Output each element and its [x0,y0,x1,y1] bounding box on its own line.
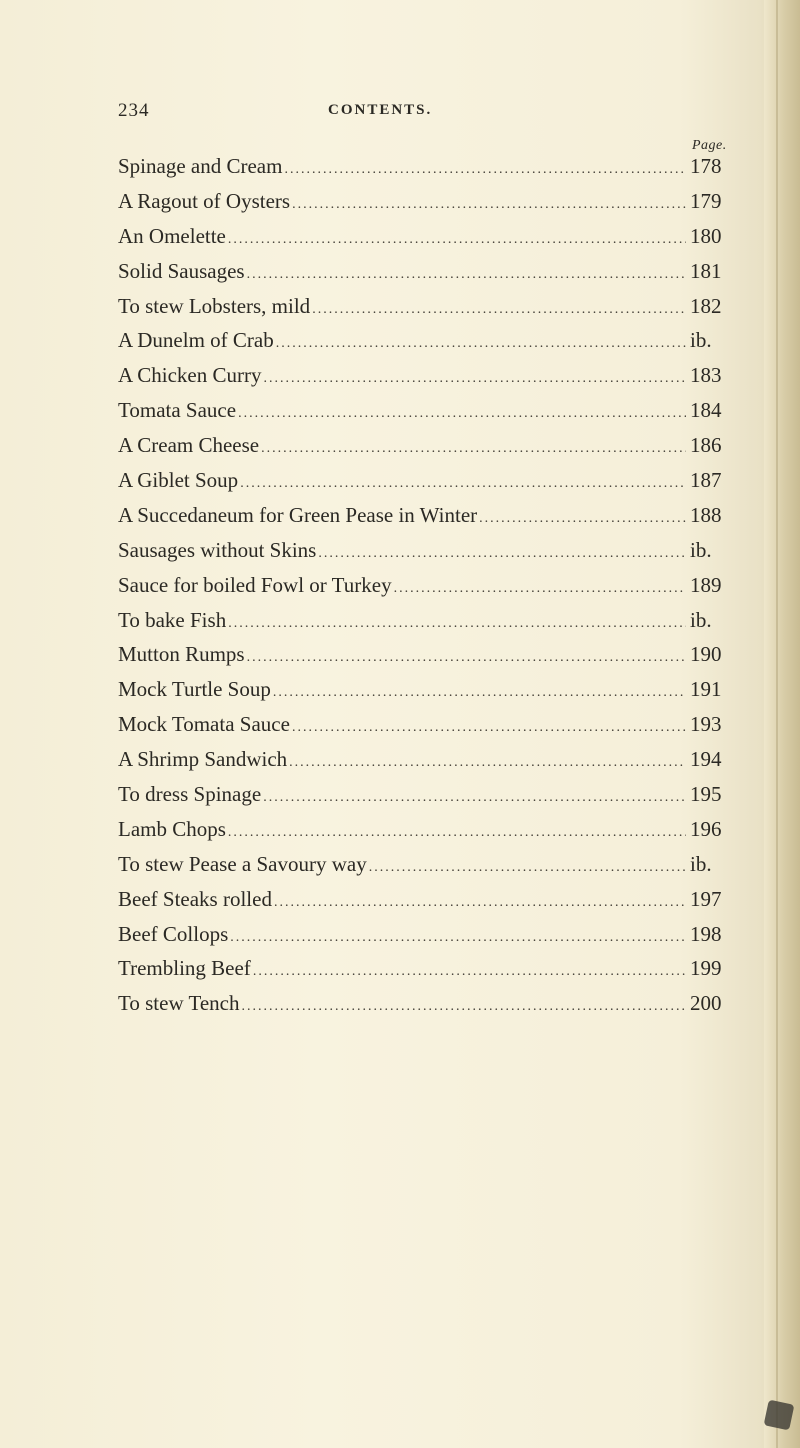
entry-page-number: 189 [690,572,722,597]
entry-page-number: 179 [690,188,722,213]
entry-title: Mutton Rumps [118,642,245,667]
contents-entry [118,398,738,433]
contents-entry [118,642,738,677]
entry-title: To bake Fish [118,607,227,632]
dot-leader [289,755,686,771]
entry-title: A Shrimp Sandwich [118,747,288,772]
page-column-label: Page. [692,138,727,153]
entry-page-number: ib. [690,537,712,562]
entry-page-number: ib. [690,328,712,353]
entry-page-number: 195 [690,782,722,807]
dot-leader [479,511,686,527]
dot-leader [253,964,686,980]
contents-entry [118,468,738,503]
gutter-fold-line [776,0,778,1448]
entry-title: To stew Pease a Savoury way [118,851,367,876]
running-head: CONTENTS. [328,102,433,118]
contents-entry [118,852,738,887]
dot-leader [276,336,686,352]
dot-leader [318,546,686,562]
contents-entry [118,224,738,259]
entry-title: To stew Lobsters, mild [118,293,311,318]
entry-title: A Dunelm of Crab [118,328,274,353]
entry-page-number: 181 [690,258,722,283]
contents-entry [118,189,738,224]
entry-title: Spinage and Cream [118,154,283,178]
contents-entry [118,154,738,189]
entry-page-number: 199 [690,956,722,981]
ink-smudge [764,1400,795,1431]
entry-title: To stew Tench [118,991,240,1016]
entry-title: Sauce for boiled Fowl or Turkey [118,572,392,597]
entry-title: A Giblet Soup [118,468,239,493]
entry-title: Trembling Beef [118,956,251,981]
dot-leader [261,441,686,457]
entry-title: A Cream Cheese [118,433,260,458]
contents-entry [118,747,738,782]
dot-leader [228,232,686,248]
dot-leader [312,302,686,318]
entry-title: An Omelette [118,223,226,248]
contents-entry [118,608,738,643]
contents-entry [118,503,738,538]
entry-page-number: 178 [690,154,722,178]
dot-leader [274,895,686,911]
contents-entry [118,328,738,363]
entry-page-number: 196 [690,816,722,841]
contents-entry [118,817,738,852]
entry-title: A Ragout of Oysters [118,188,291,213]
entry-title: To dress Spinage [118,782,262,807]
entry-page-number: 180 [690,223,722,248]
dot-leader [292,197,686,213]
dot-leader [228,616,686,632]
entry-page-number: ib. [690,851,712,876]
entry-title: Mock Turtle Soup [118,677,271,702]
dot-leader [241,999,686,1015]
contents-entry [118,433,738,468]
dot-leader [247,267,686,283]
entry-page-number: 183 [690,363,722,388]
entry-page-number: 182 [690,293,722,318]
entry-title: Lamb Chops [118,816,226,841]
contents-entry [118,259,738,294]
entry-title: Sausages without Skins [118,537,317,562]
contents-entry [118,677,738,712]
page-header [118,100,718,130]
dot-leader [284,162,686,178]
entry-page-number: 193 [690,712,722,737]
dot-leader [228,825,686,841]
dot-leader [292,720,686,736]
contents-entry [118,294,738,329]
entry-page-number: 191 [690,677,722,702]
contents-entry [118,991,738,1026]
contents-entry [118,922,738,957]
entry-page-number: 198 [690,921,722,946]
contents-entry [118,782,738,817]
page-number: 234 [118,100,150,121]
dot-leader [240,476,686,492]
entry-title: Solid Sausages [118,258,245,283]
page-gutter [764,0,800,1448]
entry-title: A Chicken Curry [118,363,262,388]
contents-list [118,154,738,1026]
dot-leader [230,930,686,946]
entry-title: Mock Tomata Sauce [118,712,290,737]
contents-entry [118,887,738,922]
entry-page-number: 200 [690,991,722,1016]
dot-leader [238,406,686,422]
entry-page-number: 188 [690,502,722,527]
entry-page-number: 184 [690,398,722,423]
dot-leader [394,581,686,597]
entry-page-number: 190 [690,642,722,667]
dot-leader [263,790,686,806]
contents-entry [118,538,738,573]
entry-title: Tomata Sauce [118,398,237,423]
entry-title: Beef Collops [118,921,229,946]
entry-page-number: 186 [690,433,722,458]
contents-entry [118,573,738,608]
entry-page-number: 187 [690,468,722,493]
contents-entry [118,956,738,991]
entry-page-number: ib. [690,607,712,632]
entry-page-number: 194 [690,747,722,772]
contents-entry [118,712,738,747]
entry-page-number: 197 [690,886,722,911]
dot-leader [273,685,686,701]
entry-title: Beef Steaks rolled [118,886,272,911]
dot-leader [263,371,686,387]
dot-leader [369,860,686,876]
dot-leader [247,650,686,666]
contents-entry [118,363,738,398]
entry-title: A Succedaneum for Green Pease in Winter [118,502,478,527]
